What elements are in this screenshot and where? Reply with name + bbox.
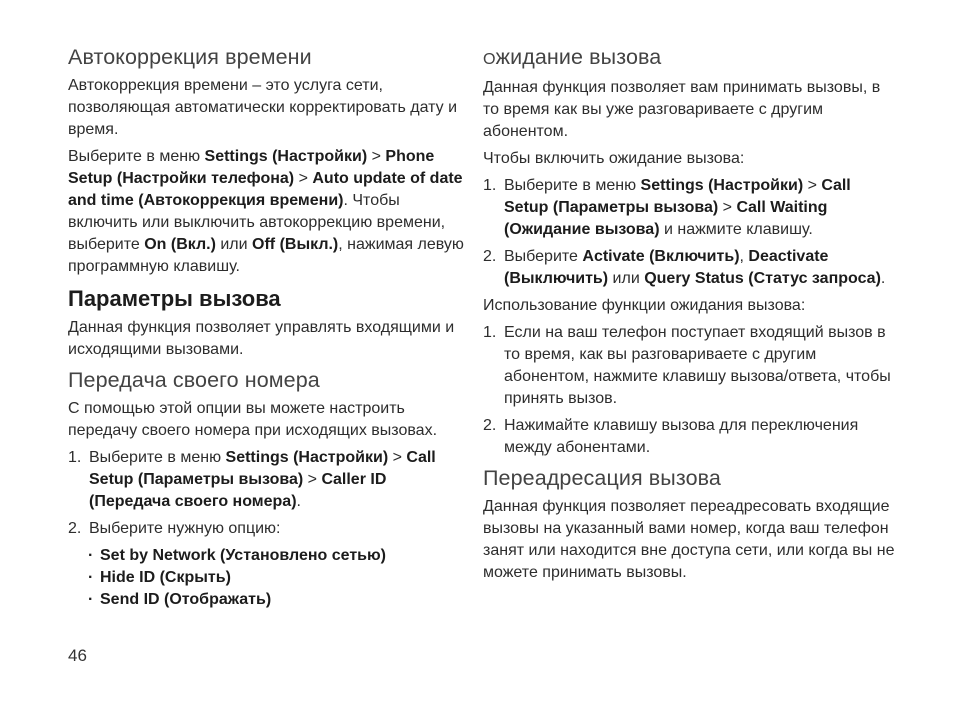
para-time-autocorrection-steps — [68, 146, 470, 278]
para-time-autocorrection-intro — [68, 75, 470, 141]
heading-call-forwarding: Переадресация вызова — [483, 466, 721, 490]
text-run: или — [215, 236, 253, 253]
bold-text-run: Call Setup (Параметры вызова) — [89, 449, 436, 488]
column-left — [68, 44, 470, 611]
bold-text-run: Call Waiting (Ожидание вызова) — [504, 199, 828, 238]
list-number: 1. — [483, 177, 497, 194]
bullet-hide-id — [68, 567, 470, 589]
step-caller-id-choose — [68, 518, 470, 540]
bold-text-run: Set by Network (Установлено сетью) — [100, 547, 386, 564]
para-call-settings-intro — [68, 317, 470, 361]
column-right — [483, 44, 895, 589]
list-item-text — [89, 449, 436, 510]
text-run: > — [367, 148, 386, 165]
text-run: Выберите в меню — [68, 148, 205, 165]
list-number: 2. — [483, 417, 497, 434]
text-run: , нажимая левую программную клавишу. — [68, 236, 464, 275]
para-caller-id-intro — [68, 398, 470, 442]
para-call-waiting-usage-label — [483, 295, 895, 317]
bold-text-run: Caller ID (Передача своего номера) — [89, 471, 387, 510]
text-run: Выберите нужную опцию: — [89, 520, 281, 537]
text-run: Нажимайте клавишу вызова для переключения между абонентами. — [504, 417, 859, 456]
list-item-text — [504, 324, 891, 407]
heading-time-autocorrection: Автокоррекция времени — [68, 45, 312, 69]
text-run: , — [739, 248, 749, 265]
text-run: > — [803, 177, 822, 194]
text-run: или — [608, 270, 645, 287]
list-item-text — [504, 177, 851, 238]
bold-text-run: Hide ID (Скрыть) — [100, 569, 231, 586]
text-run: . — [880, 270, 886, 287]
text-run: Если на ваш телефон поступает входящий вызов в то время, как вы разговариваете с другим абонентом, нажмите клавишу вызова/ответа, чтобы принять вызов. — [504, 324, 891, 407]
bullet-icon: · — [88, 591, 94, 608]
list-item-text — [100, 591, 271, 608]
bold-text-run: Settings (Настройки) — [225, 449, 389, 466]
list-item-text — [100, 569, 231, 586]
bold-text-run: Send ID (Отображать) — [100, 591, 272, 608]
list-number: 2. — [483, 248, 497, 265]
para-call-waiting-intro — [483, 77, 895, 143]
para-call-waiting-enable-label — [483, 148, 895, 170]
text-run: Данная функция позволяет управлять входящими и исходящими вызовами. — [68, 319, 455, 358]
bold-text-run: Call Setup (Параметры вызова) — [504, 177, 851, 216]
list-item-text — [89, 520, 281, 537]
text-run: Выберите — [504, 248, 583, 265]
text-run: Автокоррекция времени – это услуга сети, позволяющая автоматически корректировать дату и время. — [68, 77, 458, 138]
bold-text-run: Off (Выкл.) — [252, 236, 339, 253]
heading-call-waiting: Ожидание вызова — [483, 45, 662, 69]
bullet-send-id — [68, 589, 470, 611]
step-call-waiting-menu — [483, 175, 895, 241]
bold-text-run: Deactivate (Выключить) — [504, 248, 829, 287]
bold-text-run: On (Вкл.) — [144, 236, 216, 253]
list-number: 2. — [68, 520, 82, 537]
list-item-text — [100, 547, 386, 564]
step-call-waiting-answer — [483, 322, 895, 410]
heading-caller-id: Передача своего номера — [68, 368, 320, 392]
content-columns — [68, 44, 895, 611]
text-run: . Чтобы включить или выключить автокоррекцию времени, выберите — [68, 192, 446, 253]
text-run: Чтобы включить ожидание вызова: — [483, 150, 745, 167]
text-run: С помощью этой опции вы можете настроить передачу своего номера при исходящих вызовах. — [68, 400, 438, 439]
para-call-forwarding-intro — [483, 496, 895, 584]
text-run: > — [294, 170, 313, 187]
bullet-icon: · — [88, 569, 94, 586]
text-run: . — [296, 493, 301, 510]
bold-text-run: Settings (Настройки) — [204, 148, 368, 165]
step-caller-id-menu — [68, 447, 470, 513]
text-run: > — [303, 471, 322, 488]
text-run: Использование функции ожидания вызова: — [483, 297, 806, 314]
bold-text-run: Query Status (Статус запроса) — [644, 270, 881, 287]
step-call-waiting-switch — [483, 415, 895, 459]
heading-call-settings: Параметры вызова — [68, 286, 281, 311]
bold-text-run: Auto update of date and time (Автокоррекция времени) — [68, 170, 463, 209]
bold-text-run: Phone Setup (Настройки телефона) — [68, 148, 435, 187]
list-number: 1. — [483, 324, 497, 341]
list-number: 1. — [68, 449, 82, 466]
text-run: > — [388, 449, 407, 466]
text-run: Выберите в меню — [504, 177, 641, 194]
text-run: Данная функция позволяет переадресовать входящие вызовы на указанный вами номер, когда ваш телефон занят или находится вне доступа сети, или когда вы не можете принимать вызовы. — [483, 498, 895, 581]
step-call-waiting-activate — [483, 246, 895, 290]
bullet-icon: · — [88, 547, 94, 564]
bullet-set-by-network — [68, 545, 470, 567]
text-run: Данная функция позволяет вам принимать вызовы, в то время как вы уже разговариваете с другим абонентом. — [483, 79, 881, 140]
page-number: 46 — [68, 646, 87, 665]
text-run: > — [718, 199, 737, 216]
text-run: и нажмите клавишу. — [659, 221, 813, 238]
list-item-text — [504, 248, 885, 287]
list-item-text — [504, 417, 858, 456]
bold-text-run: Activate (Включить) — [582, 248, 740, 265]
bold-text-run: Settings (Настройки) — [640, 177, 804, 194]
text-run: Выберите в меню — [89, 449, 226, 466]
